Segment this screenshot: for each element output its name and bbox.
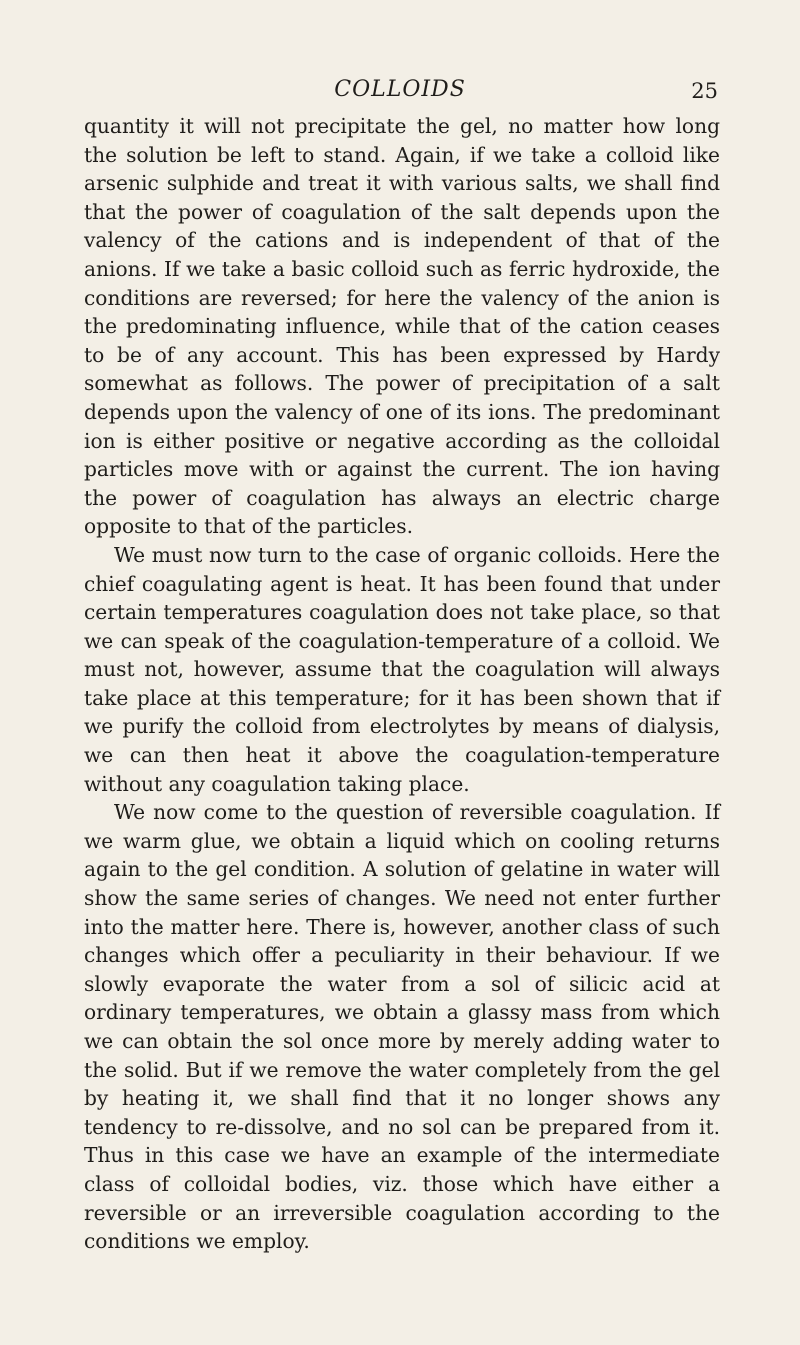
paragraph-1: quantity it will not precipitate the gel, no matter how long the solution be left to stand. Again, if we take a colloid like arsenic sulphide and treat it with various salts, we shall find that the power of coagulation of the salt depends upon the valency of the cations and is independent of that of the anions. If we take a basic colloid such as ferric hydroxide, the conditions are reversed; for here the valency of the anion is the predominating influence, while that of the cation ceases to be of any account. This has been expressed by Hardy somewhat as follows. The power of precipitation of a salt depends upon the valency of one of its ions. The predominant ion is either positive or negative according as the colloidal particles move with or against the current. The ion having the power of coagulation has always an electric charge opposite to that of the particles. (84, 114, 720, 539)
body-text (84, 112, 720, 1256)
page-number: 25 (691, 79, 718, 103)
running-head (0, 77, 800, 107)
paragraph-3: We now come to the question of reversible coagulation. If we warm glue, we obtain a liquid which on cooling returns again to the gel condition. A solution of gelatine in water will show the same series of changes. We need not enter further into the matter here. There is, however, another class of such changes which offer a peculiarity in their behaviour. If we slowly evaporate the water from a sol of silicic acid at ordinary temperatures, we obtain a glassy mass from which we can obtain the sol once more by merely adding water to the solid. But if we remove the water completely from the gel by heating it, we shall find that it no longer shows any tendency to re-dissolve, and no sol can be prepared from it. Thus in this case we have an example of the intermediate class of colloidal bodies, viz. those which have either a reversible or an irreversible coagulation according to the conditions we employ. (84, 800, 720, 1254)
paragraph-2: We must now turn to the case of organic colloids. Here the chief coagulating agent is heat. It has been found that under certain temperatures coagulation does not take place, so that we can speak of the coagulation-temperature of a colloid. We must not, however, assume that the coagulation will always take place at this temperature; for it has been shown that if we purify the colloid from electrolytes by means of dialysis, we can then heat it above the coagulation-temperature without any coagulation taking place. (84, 542, 720, 796)
running-title: COLLOIDS (334, 77, 466, 102)
